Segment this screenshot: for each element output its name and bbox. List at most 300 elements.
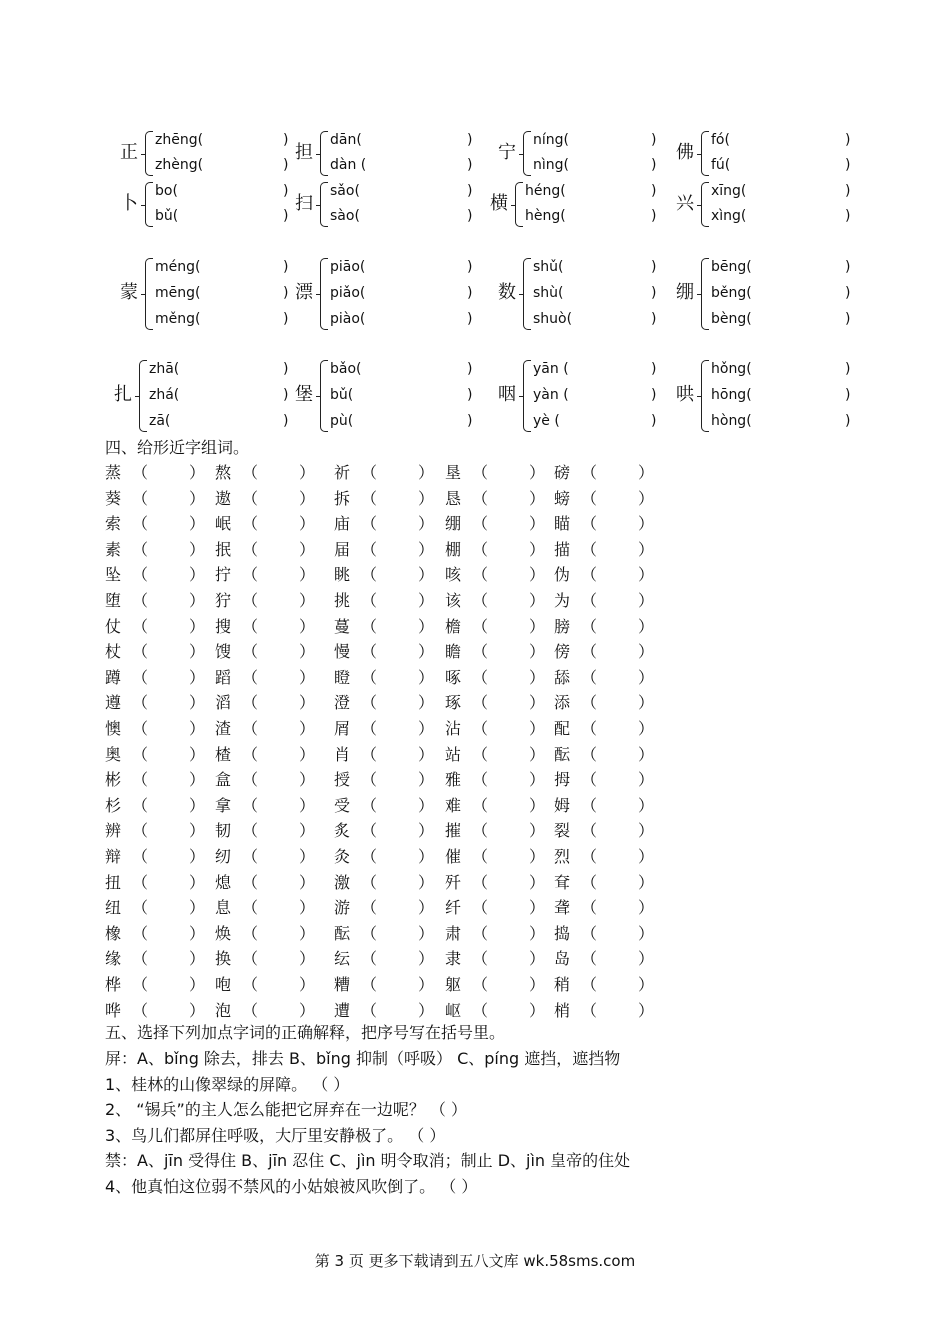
pinyin-reading: shǔ( [533,259,564,275]
similar-char: 抿 [215,540,232,559]
answer-open-paren: （ [242,949,259,968]
word-cell [105,488,206,510]
similar-char: 届 [334,540,351,559]
similar-char: 杉 [105,796,122,815]
answer-close-paren: ） [418,540,435,559]
similar-char: 纽 [105,898,122,917]
word-cell [554,923,655,945]
pinyin-reading: bǔ( [330,387,354,403]
word-cell [105,590,206,612]
answer-open-paren: （ [242,924,259,943]
answer-open-paren: （ [132,873,149,892]
word-cell [445,692,546,714]
similar-char: 该 [445,591,462,610]
similar-char: 仗 [105,617,122,636]
answer-open-paren: （ [132,693,149,712]
word-cell [445,974,546,996]
answer-open-paren: （ [132,745,149,764]
answer-close-paren: ） [189,540,206,559]
word-cell [215,820,316,842]
answer-open-paren: （ [132,489,149,508]
pinyin-reading: běng( [711,285,752,301]
word-cell [445,769,546,791]
answer-open-paren: （ [132,565,149,584]
answer-open-paren: （ [242,489,259,508]
answer-close-paren: ） [299,924,316,943]
answer-close-paren: ） [638,565,655,584]
similar-char: 辨 [105,821,122,840]
answer-open-paren: （ [581,565,598,584]
close-paren: ) [283,157,289,173]
similar-char: 遨 [215,489,232,508]
close-paren: ) [283,259,289,275]
word-cell [105,897,206,919]
answer-open-paren: （ [132,924,149,943]
brace [523,258,531,330]
similar-char: 索 [105,514,122,533]
similar-char: 隶 [445,949,462,968]
similar-char: 游 [334,898,351,917]
answer-close-paren: ） [299,745,316,764]
similar-char: 狞 [215,591,232,610]
answer-close-paren: ） [418,693,435,712]
brace [515,182,523,227]
pinyin-reading: hǒng( [711,361,752,377]
answer-close-paren: ） [638,975,655,994]
similar-char: 垦 [445,463,462,482]
word-cell [445,539,546,561]
polyphone-char: 扫 [295,192,313,214]
answer-open-paren: （ [242,821,259,840]
answer-open-paren: （ [581,719,598,738]
polyphone-char: 担 [295,141,313,163]
answer-close-paren: ） [189,642,206,661]
answer-close-paren: ） [638,924,655,943]
word-cell [215,846,316,868]
answer-open-paren: （ [132,821,149,840]
similar-char: 泡 [215,1001,232,1020]
answer-open-paren: （ [581,591,598,610]
answer-open-paren: （ [361,1001,378,1020]
word-cell [334,1000,435,1022]
similar-char: 岛 [554,949,571,968]
polyphone-char: 卜 [120,192,138,214]
pinyin-reading: hèng( [525,208,566,224]
word-cell [445,616,546,638]
answer-close-paren: ） [418,924,435,943]
answer-open-paren: （ [581,770,598,789]
answer-open-paren: （ [361,924,378,943]
answer-close-paren: ） [189,770,206,789]
close-paren: ) [467,183,473,199]
answer-open-paren: （ [581,796,598,815]
word-cell [105,539,206,561]
word-cell [445,846,546,868]
similar-char: 扭 [105,873,122,892]
word-cell [215,667,316,689]
word-cell [554,539,655,561]
close-paren: ) [651,259,657,275]
similar-char: 韧 [215,821,232,840]
similar-char: 炙 [334,821,351,840]
answer-open-paren: （ [472,975,489,994]
answer-open-paren: （ [242,745,259,764]
answer-open-paren: （ [472,642,489,661]
answer-open-paren: （ [361,693,378,712]
pinyin-reading: bèng( [711,311,752,327]
similar-char: 咳 [445,565,462,584]
word-cell [215,539,316,561]
answer-close-paren: ） [638,463,655,482]
answer-open-paren: （ [242,847,259,866]
pinyin-reading: měng( [155,311,201,327]
similar-char: 沾 [445,719,462,738]
polyphone-char: 漂 [295,282,313,303]
word-cell [105,769,206,791]
answer-open-paren: （ [581,821,598,840]
answer-open-paren: （ [242,770,259,789]
answer-close-paren: ） [638,693,655,712]
answer-close-paren: ） [299,821,316,840]
word-cell [554,564,655,586]
section5-line: 1、桂林的山像翠绿的屏障。 （ ） [105,1075,350,1094]
answer-close-paren: ） [189,565,206,584]
answer-open-paren: （ [472,668,489,687]
close-paren: ) [467,285,473,301]
word-cell [445,564,546,586]
answer-close-paren: ） [299,565,316,584]
word-cell [334,718,435,740]
similar-char: 站 [445,745,462,764]
close-paren: ) [651,311,657,327]
word-cell [445,641,546,663]
brace [139,360,147,432]
pinyin-reading: bo( [155,183,178,199]
answer-close-paren: ） [529,1001,546,1020]
answer-close-paren: ） [529,924,546,943]
similar-char: 拿 [215,796,232,815]
answer-close-paren: ） [529,617,546,636]
answer-close-paren: ） [638,873,655,892]
word-cell [105,667,206,689]
answer-close-paren: ） [299,1001,316,1020]
similar-char: 耷 [554,873,571,892]
answer-close-paren: ） [299,898,316,917]
similar-char: 棚 [445,540,462,559]
pinyin-reading: fú( [711,157,731,173]
answer-close-paren: ） [189,873,206,892]
answer-open-paren: （ [242,693,259,712]
pinyin-reading: sǎo( [330,183,360,199]
word-cell [445,462,546,484]
answer-close-paren: ） [299,719,316,738]
word-cell [554,462,655,484]
similar-char: 螃 [554,489,571,508]
answer-close-paren: ） [418,847,435,866]
similar-char: 熄 [215,873,232,892]
answer-close-paren: ） [638,847,655,866]
brace [145,131,153,176]
answer-close-paren: ） [529,463,546,482]
similar-char: 为 [554,591,571,610]
polyphone-char: 兴 [676,192,694,214]
answer-open-paren: （ [242,1001,259,1020]
answer-close-paren: ） [638,1001,655,1020]
similar-char: 姆 [554,796,571,815]
brace [523,360,531,432]
answer-open-paren: （ [361,847,378,866]
word-cell [554,513,655,535]
answer-open-paren: （ [132,898,149,917]
answer-open-paren: （ [472,821,489,840]
answer-close-paren: ） [529,693,546,712]
answer-open-paren: （ [472,463,489,482]
similar-char: 屑 [334,719,351,738]
similar-char: 拇 [554,770,571,789]
close-paren: ) [283,413,289,429]
answer-close-paren: ） [418,898,435,917]
pinyin-reading: bǔ( [155,208,179,224]
close-paren: ) [651,285,657,301]
answer-close-paren: ） [299,975,316,994]
answer-open-paren: （ [242,873,259,892]
similar-char: 裂 [554,821,571,840]
close-paren: ) [467,413,473,429]
word-cell [105,616,206,638]
similar-char: 酝 [334,924,351,943]
answer-close-paren: ） [529,770,546,789]
word-cell [105,718,206,740]
answer-open-paren: （ [242,975,259,994]
answer-open-paren: （ [472,719,489,738]
brace [320,258,328,330]
word-cell [215,641,316,663]
answer-close-paren: ） [189,949,206,968]
answer-close-paren: ） [529,949,546,968]
similar-char: 葵 [105,489,122,508]
word-cell [445,488,546,510]
pinyin-reading: méng( [155,259,201,275]
word-cell [554,667,655,689]
answer-open-paren: （ [361,514,378,533]
pinyin-reading: xīng( [711,183,747,199]
answer-open-paren: （ [242,565,259,584]
answer-close-paren: ） [638,898,655,917]
answer-close-paren: ） [418,975,435,994]
similar-char: 雅 [445,770,462,789]
answer-open-paren: （ [581,540,598,559]
pinyin-reading: dàn ( [330,157,367,173]
word-cell [215,616,316,638]
word-cell [445,820,546,842]
similar-char: 蒸 [105,463,122,482]
answer-open-paren: （ [242,463,259,482]
similar-char: 缘 [105,949,122,968]
brace [320,182,328,227]
word-cell [334,897,435,919]
similar-char: 彬 [105,770,122,789]
similar-char: 懊 [105,719,122,738]
similar-char: 盒 [215,770,232,789]
similar-char: 梢 [554,1001,571,1020]
similar-char: 纤 [445,898,462,917]
close-paren: ) [845,361,851,377]
word-cell [334,590,435,612]
polyphone-char: 横 [490,192,508,214]
answer-open-paren: （ [242,796,259,815]
answer-open-paren: （ [132,847,149,866]
answer-open-paren: （ [361,565,378,584]
similar-char: 橡 [105,924,122,943]
similar-char: 肖 [334,745,351,764]
brace [320,131,328,176]
section5-line: 禁：A、jīn 受得住 B、jīn 忍住 C、jìn 明令取消；制止 D、jìn 皇帝的住处 [105,1151,631,1170]
word-cell [334,948,435,970]
answer-open-paren: （ [242,642,259,661]
similar-char: 蹈 [215,668,232,687]
answer-close-paren: ） [189,668,206,687]
answer-close-paren: ） [299,796,316,815]
similar-char: 渣 [215,719,232,738]
close-paren: ) [283,387,289,403]
word-cell [334,539,435,561]
similar-char: 熬 [215,463,232,482]
answer-open-paren: （ [361,591,378,610]
similar-char: 祈 [334,463,351,482]
answer-open-paren: （ [132,514,149,533]
answer-open-paren: （ [472,796,489,815]
answer-close-paren: ） [418,770,435,789]
answer-open-paren: （ [361,668,378,687]
similar-char: 傍 [554,642,571,661]
word-cell [215,795,316,817]
answer-close-paren: ） [418,1001,435,1020]
answer-close-paren: ） [418,617,435,636]
answer-close-paren: ） [189,796,206,815]
answer-open-paren: （ [361,617,378,636]
answer-open-paren: （ [472,924,489,943]
answer-close-paren: ） [189,1001,206,1020]
similar-char: 纫 [215,847,232,866]
pinyin-reading: dān( [330,132,362,148]
brace [320,360,328,432]
close-paren: ) [467,157,473,173]
word-cell [215,974,316,996]
pinyin-reading: nìng( [533,157,569,173]
answer-open-paren: （ [472,1001,489,1020]
close-paren: ) [651,157,657,173]
answer-open-paren: （ [581,514,598,533]
word-cell [445,1000,546,1022]
similar-char: 馊 [215,642,232,661]
polyphone-char: 绷 [676,282,694,303]
word-cell [554,488,655,510]
similar-char: 堕 [105,591,122,610]
answer-close-paren: ） [638,796,655,815]
close-paren: ) [651,208,657,224]
answer-close-paren: ） [638,668,655,687]
close-paren: ) [845,387,851,403]
answer-open-paren: （ [472,514,489,533]
pinyin-reading: yān ( [533,361,569,377]
answer-open-paren: （ [132,949,149,968]
answer-open-paren: （ [361,463,378,482]
answer-close-paren: ） [299,514,316,533]
answer-open-paren: （ [132,975,149,994]
similar-char: 杖 [105,642,122,661]
close-paren: ) [651,413,657,429]
section5-line: 3、鸟儿们都屏住呼吸，大厅里安静极了。 （ ） [105,1126,446,1145]
similar-char: 伪 [554,565,571,584]
polyphone-char: 宁 [498,141,516,163]
pinyin-reading: piāo( [330,259,366,275]
section5-line: 屏：A、bǐng 除去，排去 B、bǐng 抑制（呼吸） C、píng 遮挡，遮挡物 [105,1049,621,1068]
similar-char: 哗 [105,1001,122,1020]
close-paren: ) [845,311,851,327]
similar-char: 膀 [554,617,571,636]
word-cell [105,923,206,945]
close-paren: ) [845,285,851,301]
answer-open-paren: （ [361,489,378,508]
answer-open-paren: （ [242,591,259,610]
similar-char: 岖 [445,1001,462,1020]
close-paren: ) [467,311,473,327]
similar-char: 授 [334,770,351,789]
answer-open-paren: （ [132,463,149,482]
similar-char: 琢 [445,693,462,712]
word-cell [215,692,316,714]
answer-close-paren: ） [529,540,546,559]
word-cell [334,641,435,663]
similar-char: 焕 [215,924,232,943]
polyphone-char: 正 [120,141,138,163]
answer-open-paren: （ [472,949,489,968]
answer-close-paren: ） [418,463,435,482]
close-paren: ) [845,157,851,173]
answer-close-paren: ） [638,745,655,764]
pinyin-reading: shù( [533,285,564,301]
answer-close-paren: ） [418,591,435,610]
word-cell [554,641,655,663]
word-cell [105,1000,206,1022]
answer-open-paren: （ [132,719,149,738]
answer-close-paren: ） [638,514,655,533]
word-cell [334,923,435,945]
answer-open-paren: （ [581,949,598,968]
polyphone-char: 扎 [114,384,132,405]
section5-line: 4、他真怕这位弱不禁风的小姑娘被风吹倒了。 （ ） [105,1177,478,1196]
answer-close-paren: ） [529,821,546,840]
answer-open-paren: （ [242,719,259,738]
word-cell [334,846,435,868]
similar-char: 糟 [334,975,351,994]
answer-close-paren: ） [529,796,546,815]
pinyin-reading: xìng( [711,208,747,224]
answer-close-paren: ） [299,617,316,636]
similar-char: 辩 [105,847,122,866]
word-cell [334,692,435,714]
answer-close-paren: ） [299,949,316,968]
answer-close-paren: ） [418,668,435,687]
close-paren: ) [467,132,473,148]
answer-close-paren: ） [418,642,435,661]
answer-open-paren: （ [472,591,489,610]
answer-open-paren: （ [581,642,598,661]
pinyin-reading: zhèng( [155,157,204,173]
answer-open-paren: （ [361,745,378,764]
brace [701,131,709,176]
answer-close-paren: ） [189,693,206,712]
